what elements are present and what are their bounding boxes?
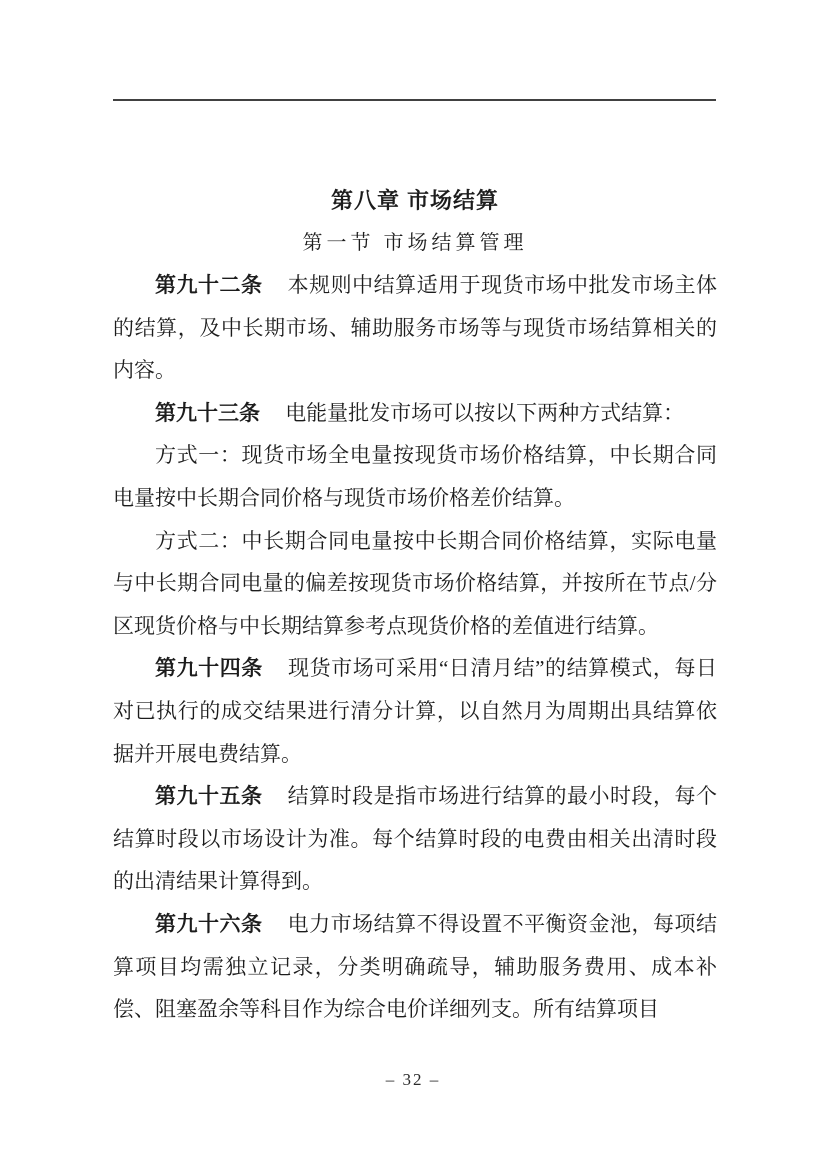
body-text bbox=[113, 264, 717, 1031]
article-number: 第九十四条 bbox=[155, 656, 263, 681]
paragraph-text: 方式二：中长期合同电量按中长期合同价格结算，实际电量与中长期合同电量的偏差按现货市场价格结算，并按所在节点/分区现货价格与中长期结算参考点现货价格的差值进行结算。 bbox=[113, 528, 717, 638]
paragraph-article-92 bbox=[113, 264, 717, 392]
paragraph-method-two bbox=[113, 520, 717, 648]
paragraph-text: 方式一：现货市场全电量按现货市场价格结算，中长期合同电量按中长期合同价格与现货市场价格差价结算。 bbox=[113, 443, 717, 510]
paragraph-text: 电能量批发市场可以按以下两种方式结算： bbox=[285, 400, 685, 425]
article-number: 第九十六条 bbox=[155, 911, 263, 936]
paragraph-text: 结算时段是指市场进行结算的最小时段，每个结算时段以市场设计为准。每个结算时段的电费由相关出清时段的出清结果计算得到。 bbox=[113, 784, 718, 894]
article-number: 第九十五条 bbox=[155, 784, 263, 809]
section-title: 第一节 市场结算管理 bbox=[302, 232, 528, 254]
paragraph-article-94 bbox=[113, 647, 717, 775]
paragraph-article-96 bbox=[113, 903, 717, 1031]
paragraph-text: 现货市场可采用“日清月结”的结算模式，每日对已执行的成交结果进行清分计算，以自然月为周期出具结算依据并开展电费结算。 bbox=[113, 656, 718, 766]
paragraph-text: 电力市场结算不得设置不平衡资金池，每项结算项目均需独立记录，分类明确疏导，辅助服务费用、成本补偿、阻塞盈余等科目作为综合电价详细列支。所有结算项目 bbox=[113, 911, 718, 1022]
paragraph-method-one bbox=[113, 434, 717, 519]
paragraph-text: 本规则中结算适用于现货市场中批发市场主体的结算，及中长期市场、辅助服务市场等与现货市场结算相关的内容。 bbox=[113, 273, 718, 383]
page-content bbox=[113, 170, 717, 1031]
paragraph-article-95 bbox=[113, 775, 717, 903]
chapter-title: 第八章 市场结算 bbox=[330, 188, 500, 213]
article-number: 第九十三条 bbox=[155, 400, 260, 425]
header-rule bbox=[113, 99, 716, 101]
page-number: – 32 – bbox=[385, 1070, 441, 1089]
article-number: 第九十二条 bbox=[155, 273, 263, 297]
paragraph-article-93 bbox=[113, 392, 717, 435]
